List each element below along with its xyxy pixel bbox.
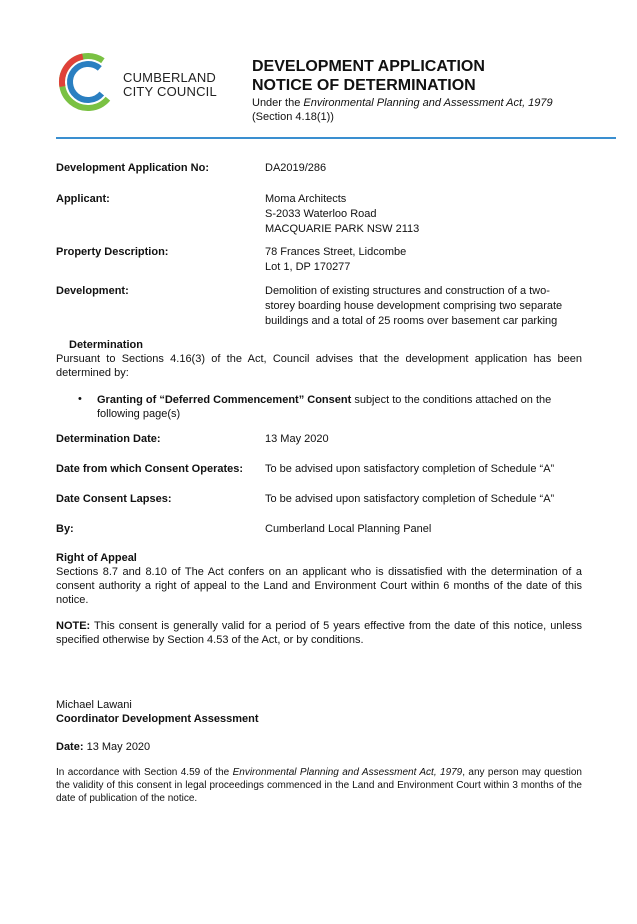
determination-bullet	[97, 393, 581, 421]
property-line: 78 Frances Street, Lidcombe	[265, 246, 407, 258]
footer-suffix: , any person may question the validity of this consent in legal proceedings commenced in the Land and Environment Court within 3 months of the date of publication of the notice.	[56, 767, 582, 804]
applicant-line: MACQUARIE PARK NSW 2113	[265, 223, 420, 235]
operates-value: To be advised upon satisfactory completion of Schedule “A”	[265, 463, 555, 475]
subtitle-act: Environmental Planning and Assessment Act, 1979	[303, 97, 553, 109]
cumberland-logo	[58, 52, 118, 112]
property-value	[265, 245, 406, 275]
footer-act: Environmental Planning and Assessment Act, 1979	[232, 767, 463, 778]
by-label: By:	[56, 523, 74, 535]
development-line: buildings and a total of 25 rooms over basement car parking	[265, 315, 558, 327]
signature-date	[56, 740, 582, 754]
applicant-value	[265, 192, 419, 237]
signatory-name: Michael Lawani	[56, 699, 132, 711]
subtitle-prefix: Under the	[252, 97, 304, 109]
det-date-value: 13 May 2020	[265, 433, 329, 445]
applicant-line: S-2033 Waterloo Road	[265, 208, 377, 220]
determination-text: Pursuant to Sections 4.16(3) of the Act, Council advises that the development application has been determined by:	[56, 353, 582, 379]
by-value: Cumberland Local Planning Panel	[265, 523, 432, 535]
development-line: Demolition of existing structures and construction of a two-	[265, 285, 550, 297]
subtitle	[252, 96, 553, 124]
appeal-heading: Right of Appeal	[56, 552, 137, 564]
header-divider	[56, 137, 616, 139]
signature-date-label: Date:	[56, 741, 84, 753]
note-text	[56, 619, 582, 647]
det-date-label: Determination Date:	[56, 433, 161, 445]
lapses-value: To be advised upon satisfactory completion of Schedule “A”	[265, 493, 555, 505]
da-no-value: DA2019/286	[265, 162, 327, 174]
org-name	[123, 71, 217, 99]
appeal-text: Sections 8.7 and 8.10 of The Act confers on an applicant who is dissatisfied with the determination of a consent authority a right of appeal to the Land and Environment Court within 6 months of the date of this notice.	[56, 566, 582, 606]
property-label: Property Description:	[56, 246, 169, 258]
footer-notice	[56, 766, 582, 805]
footer-prefix: In accordance with Section 4.59 of the	[56, 767, 233, 778]
development-line: storey boarding house development comprising two separate	[265, 300, 563, 312]
note-rest: This consent is generally valid for a period of 5 years effective from the date of this notice, unless specified otherwise by Section 4.53 of the Act, or by conditions.	[56, 620, 582, 646]
development-value	[265, 284, 577, 329]
org-line-2: CITY COUNCIL	[123, 84, 217, 99]
property-line: Lot 1, DP 170277	[265, 261, 351, 273]
signatory-role: Coordinator Development Assessment	[56, 713, 259, 725]
signature-date-value: 13 May 2020	[83, 741, 151, 753]
applicant-line: Moma Architects	[265, 193, 347, 205]
da-no-label: Development Application No:	[56, 162, 209, 174]
development-label: Development:	[56, 285, 129, 297]
title-line-1: DEVELOPMENT APPLICATION	[252, 58, 485, 75]
bullet-rest: subject to the conditions attached on the following page(s)	[97, 394, 552, 420]
subtitle-section: (Section 4.18(1))	[252, 111, 334, 123]
lapses-label: Date Consent Lapses:	[56, 493, 172, 505]
operates-label: Date from which Consent Operates:	[56, 463, 244, 475]
org-line-1: CUMBERLAND	[123, 70, 217, 85]
note-bold: NOTE:	[56, 620, 91, 632]
page-title	[252, 57, 485, 95]
bullet-bold: Granting of “Deferred Commencement” Consent	[97, 394, 352, 406]
applicant-label: Applicant:	[56, 193, 110, 205]
title-line-2: NOTICE OF DETERMINATION	[252, 77, 476, 94]
bullet-icon: •	[78, 393, 82, 405]
determination-heading: Determination	[69, 339, 143, 351]
